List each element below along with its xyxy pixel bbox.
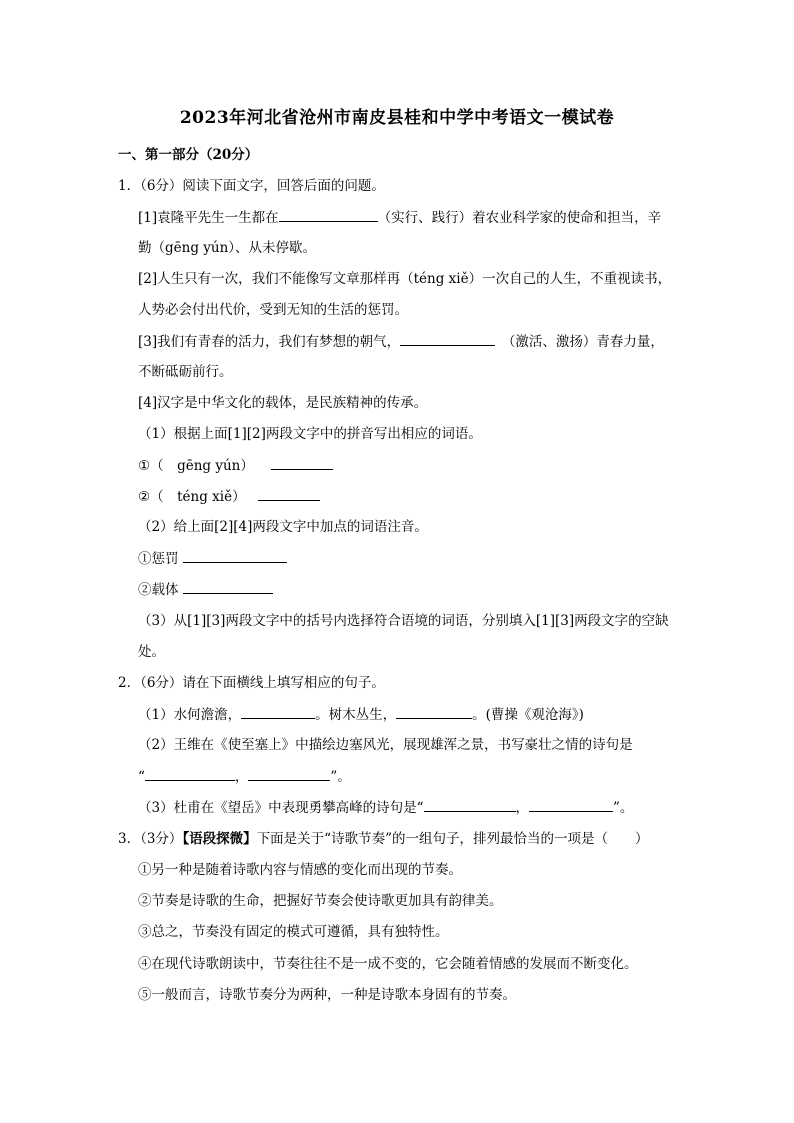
q2-sub-1-text-b: 。树木丛生，	[315, 707, 397, 723]
q1-sub-1-item-2-label: ②（ téng xiě）	[138, 489, 246, 505]
q3-score: 3．（3分）	[118, 831, 183, 847]
q1-passage-2-line-2: 人势必会付出代价，受到无知的生活的惩罚。	[138, 302, 408, 318]
q2-sub-2-comma: ，	[234, 769, 249, 785]
q1-passage-3-line-1	[138, 332, 664, 351]
question-3-heading	[118, 830, 649, 848]
question-1-heading: 1．（6分）阅读下面文字，回答后面的问题。	[118, 178, 385, 194]
q2-sub-1	[138, 705, 584, 724]
q3-sentence-1: ①另一种是随着诗歌内容与情感的变化而出现的节奏。	[138, 862, 462, 878]
q1-passage-4: [4]汉字是中华文化的载体，是民族精神的传承。	[138, 395, 428, 411]
q1-sub-1-item-1-label: ①（ gēng yún）	[138, 458, 254, 474]
q1-sub-3-line-2: 处。	[138, 644, 165, 660]
q2-sub-3	[138, 798, 633, 817]
q1-passage-1-line-1	[138, 208, 661, 227]
q1-passage-3-text-b: （激活、激扬）青春力量，	[508, 334, 664, 350]
q2-sub-3-blank-2[interactable]	[529, 798, 613, 812]
q2-sub-2-line-2	[138, 767, 351, 786]
q1-passage-2-line-1: [2]人生只有一次，我们不能像写文章那样再（téng xiě）一次自己的人生，不重视读书，	[138, 271, 672, 287]
q1-passage-3-line-2: 不断砥砺前行。	[138, 364, 233, 380]
q1-passage-1-text-a: [1]袁隆平先生一生都在	[138, 210, 279, 226]
q1-passage-1-line-2: 勤（gēng yún）、从未停歇。	[138, 240, 317, 256]
page-title: 2023年河北省沧州市南皮县桂和中学中考语文一模试卷	[179, 108, 615, 128]
q2-sub-1-blank-2[interactable]	[396, 705, 472, 719]
q2-sub-2-open-quote: “	[138, 769, 145, 785]
q3-sentence-3: ③总之，节奏没有固定的模式可遵循，具有独特性。	[138, 924, 449, 940]
question-2-heading: 2．（6分）请在下面横线上填写相应的句子。	[118, 675, 385, 691]
q1-sub-2-item-1	[138, 549, 287, 568]
q3-sentence-2: ②节奏是诗歌的生命，把握好节奏会使诗歌更加具有韵律美。	[138, 893, 503, 909]
q1-sub-1-item-2	[138, 487, 320, 506]
section-heading: 一、第一部分（20分）	[118, 147, 259, 163]
q1-sub-2-item-1-label: ①惩罚	[138, 551, 179, 567]
q2-sub-3-comma: ，	[515, 800, 529, 816]
q2-sub-3-close: ”。	[613, 800, 634, 816]
q3-sentence-5: ⑤一般而言，诗歌节奏分为两种，一种是诗歌本身固有的节奏。	[138, 987, 516, 1003]
q1-sub-1: （1）根据上面[1][2]两段文字中的拼音写出相应的词语。	[138, 426, 482, 442]
q1-blank-1[interactable]	[279, 208, 378, 222]
q1-sub-1-blank-2[interactable]	[258, 487, 320, 501]
q2-sub-2-blank-1[interactable]	[145, 767, 235, 781]
q2-sub-2-close-quote: ”。	[330, 769, 351, 785]
q1-sub-2-item-2	[138, 580, 273, 599]
q2-sub-1-blank-1[interactable]	[241, 705, 315, 719]
q1-sub-2-blank-1[interactable]	[183, 549, 287, 563]
q1-passage-3-text-a: [3]我们有青春的活力，我们有梦想的朝气，	[138, 334, 401, 350]
q2-sub-1-text-c: 。(曹操《观沧海》)	[472, 707, 584, 723]
q3-tag: 【语段探微】	[182, 831, 257, 847]
q1-sub-3-line-1: （3）从[1][3]两段文字中的括号内选择符合语境的词语，分别填入[1][3]两段文字的空缺	[138, 613, 669, 629]
q2-sub-2-blank-2[interactable]	[248, 767, 330, 781]
q3-sentence-4: ④在现代诗歌朗读中，节奏往往不是一成不变的，它会随着情感的发展而不断变化。	[138, 956, 638, 972]
q2-sub-3-blank-1[interactable]	[424, 798, 516, 812]
q1-sub-1-item-1	[138, 456, 333, 475]
q1-passage-1-text-b: （实行、践行）着农业科学家的使命和担当，辛	[377, 210, 662, 226]
q1-sub-2-item-2-label: ②载体	[138, 582, 179, 598]
q1-blank-3[interactable]	[400, 332, 495, 346]
q2-sub-1-text-a: （1）水何澹澹，	[138, 707, 242, 723]
q3-prompt: 下面是关于“诗歌节奏”的一组句子，排列最恰当的一项是（ ）	[256, 831, 649, 847]
q1-sub-1-blank-1[interactable]	[271, 456, 333, 470]
q2-sub-3-text-a: （3）杜甫在《望岳》中表现勇攀高峰的诗句是“	[138, 800, 424, 816]
q1-sub-2: （2）给上面[2][4]两段文字中加点的词语注音。	[138, 519, 428, 535]
q2-sub-2-line-1: （2）王维在《使至塞上》中描绘边塞风光，展现雄浑之景，书写豪壮之情的诗句是	[138, 737, 633, 753]
q1-sub-2-blank-2[interactable]	[183, 580, 273, 594]
